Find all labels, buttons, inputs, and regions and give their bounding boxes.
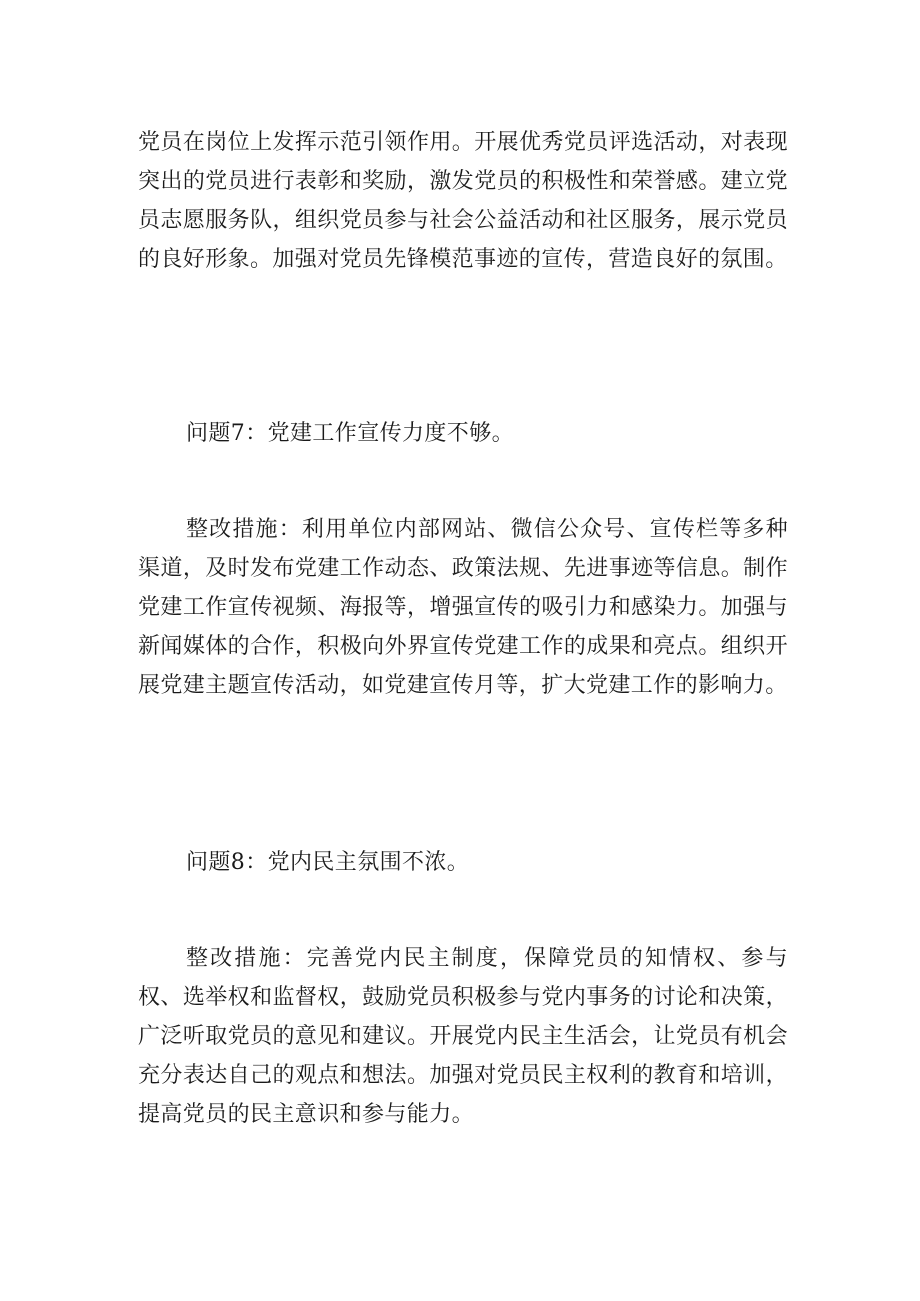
paragraph-continuation: 党员在岗位上发挥示范引领作用。开展优秀党员评选活动，对表现突出的党员进行表彰和奖励，激发党员的积极性和荣誉感。建立党员志愿服务队，组织党员参与社会公益活动和社区服务，展示党员的良好形象。加强对党员先锋模范事迹的宣传，营造良好的氛围。	[138, 130, 788, 272]
issue-7-measures: 整改措施：利用单位内部网站、微信公众号、宣传栏等多种渠道，及时发布党建工作动态、政策法规、先进事迹等信息。制作党建工作宣传视频、海报等，增强宣传的吸引力和感染力。加强与新闻媒体的合作，积极向外界宣传党建工作的成果和亮点。组织开展党建主题宣传活动，如党建宣传月等，扩大党建工作的影响力。	[138, 517, 788, 698]
issue-8-measures: 整改措施：完善党内民主制度，保障党员的知情权、参与权、选举权和监督权，鼓励党员积极参与党内事务的讨论和决策，广泛听取党员的意见和建议。开展党内民主生活会，让党员有机会充分表达自己的观点和想法。加强对党员民主权利的教育和培训，提高党员的民主意识和参与能力。	[138, 946, 788, 1127]
issue-8-heading: 问题8：党内民主氛围不浓。	[186, 850, 470, 875]
issue-7-heading: 问题7：党建工作宣传力度不够。	[186, 421, 514, 446]
